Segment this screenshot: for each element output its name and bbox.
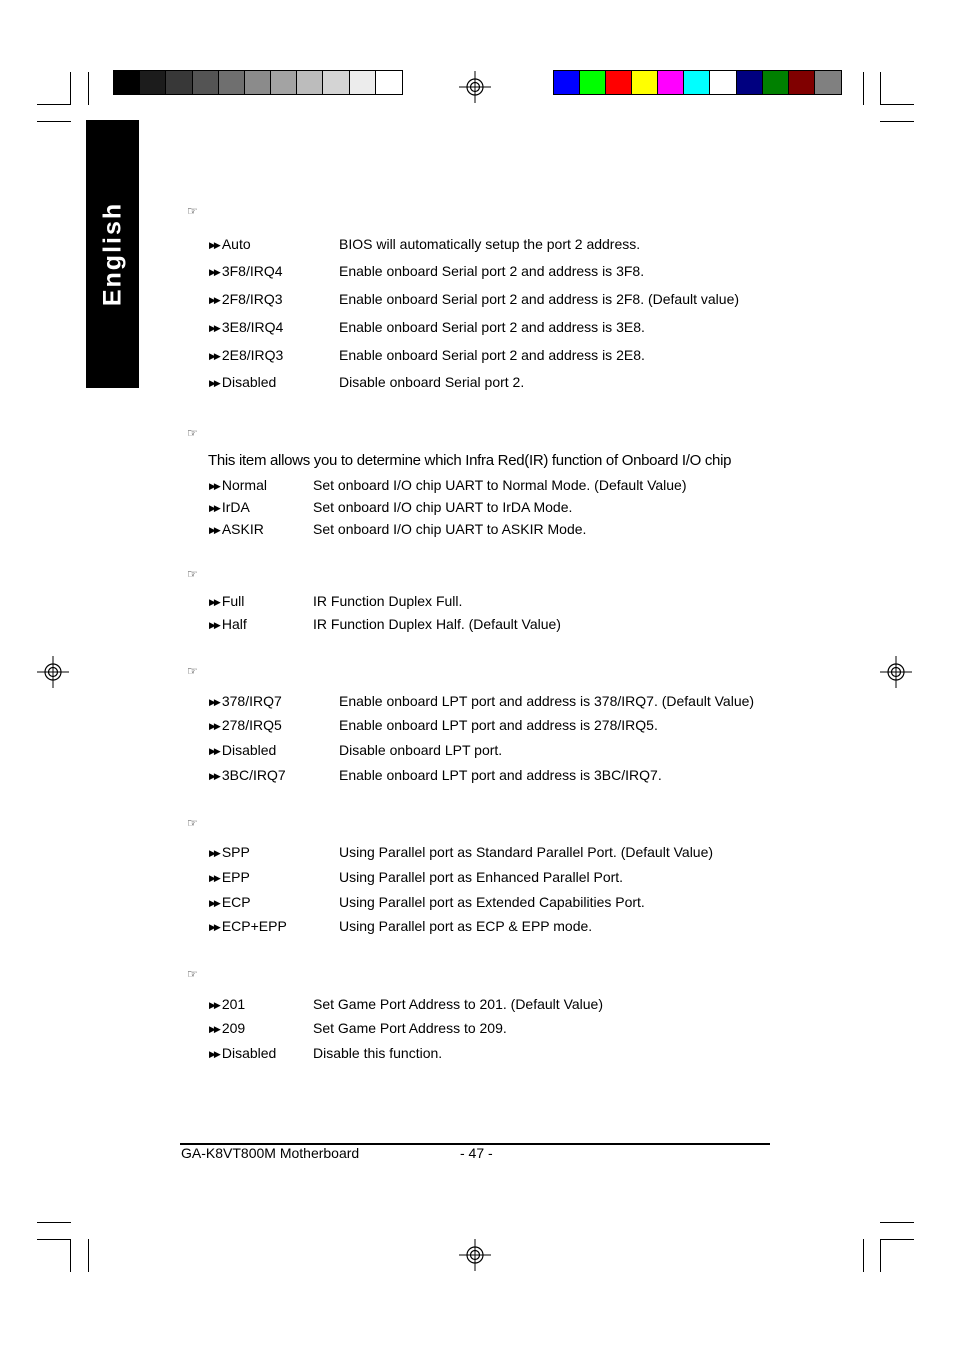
double-arrow-icon: ▶▶ (209, 721, 219, 731)
option-name: Disabled (221, 1045, 277, 1061)
crop-mark (880, 1239, 914, 1240)
option-name: IrDA (221, 499, 250, 515)
crop-mark (863, 72, 864, 105)
double-arrow-icon: ▶▶ (209, 1024, 219, 1034)
crop-mark (70, 72, 71, 105)
color-swatch (789, 71, 815, 94)
option-description: IR Function Duplex Half. (Default Value) (313, 616, 561, 632)
double-arrow-icon: ▶▶ (209, 295, 219, 305)
option-name: ECP+EPP (221, 918, 287, 934)
registration-mark-icon (459, 1239, 491, 1271)
double-arrow-icon: ▶▶ (209, 873, 219, 883)
gray-swatch (376, 71, 402, 94)
crop-mark (37, 1239, 71, 1240)
option-name: ASKIR (221, 521, 264, 537)
option-description: Disable onboard LPT port. (339, 742, 503, 758)
gray-swatch (193, 71, 219, 94)
crop-mark (880, 1222, 914, 1223)
option-description: Enable onboard LPT port and address is 278/IRQ5. (339, 717, 658, 733)
option-description: Disable onboard Serial port 2. (339, 374, 525, 390)
option-name: Normal (221, 477, 267, 493)
registration-mark-icon (459, 71, 491, 103)
gray-swatch (323, 71, 349, 94)
footer-model: GA-K8VT800M Motherboard (181, 1145, 360, 1161)
color-swatch (684, 71, 710, 94)
option-name: EPP (221, 869, 250, 885)
option-description: Enable onboard Serial port 2 and address is 3E8. (339, 319, 645, 335)
pointing-hand-icon: ☞ (187, 967, 198, 981)
option-name: 209 (221, 1020, 246, 1036)
option-description: Using Parallel port as Extended Capabilities Port. (339, 894, 645, 910)
double-arrow-icon: ▶▶ (209, 620, 219, 630)
color-swatch (632, 71, 658, 94)
pointing-hand-icon: ☞ (187, 426, 198, 440)
double-arrow-icon: ▶▶ (209, 771, 219, 781)
gray-swatch (140, 71, 166, 94)
option-description: Using Parallel port as ECP & EPP mode. (339, 918, 593, 934)
crop-mark (70, 1239, 71, 1272)
color-swatch (737, 71, 763, 94)
double-arrow-icon: ▶▶ (209, 378, 219, 388)
option-name: 3F8/IRQ4 (221, 263, 283, 279)
color-swatch (815, 71, 841, 94)
option-description: Using Parallel port as Standard Parallel Port. (Default Value) (339, 844, 714, 860)
option-name: Auto (221, 236, 251, 252)
option-name: 201 (221, 996, 246, 1012)
gray-swatch (219, 71, 245, 94)
color-swatch (763, 71, 789, 94)
option-description: Enable onboard LPT port and address is 3BC/IRQ7. (339, 767, 662, 783)
registration-mark-icon (37, 656, 69, 688)
double-arrow-icon: ▶▶ (209, 267, 219, 277)
double-arrow-icon: ▶▶ (209, 1049, 219, 1059)
gray-swatch (245, 71, 271, 94)
option-name: 2F8/IRQ3 (221, 291, 283, 307)
double-arrow-icon: ▶▶ (209, 898, 219, 908)
gray-swatch (350, 71, 376, 94)
double-arrow-icon: ▶▶ (209, 240, 219, 250)
option-name: ECP (221, 894, 251, 910)
pointing-hand-icon: ☞ (187, 567, 198, 581)
gray-swatch (166, 71, 192, 94)
option-description: IR Function Duplex Full. (313, 593, 463, 609)
option-name: 2E8/IRQ3 (221, 347, 284, 363)
option-name: Disabled (221, 742, 277, 758)
option-description: Set Game Port Address to 209. (313, 1020, 507, 1036)
color-swatch (580, 71, 606, 94)
double-arrow-icon: ▶▶ (209, 323, 219, 333)
language-side-tab (86, 120, 139, 388)
pointing-hand-icon: ☞ (187, 816, 198, 830)
double-arrow-icon: ▶▶ (209, 597, 219, 607)
option-name: 3BC/IRQ7 (221, 767, 286, 783)
option-description: BIOS will automatically setup the port 2 address. (339, 236, 641, 252)
option-name: Disabled (221, 374, 277, 390)
crop-mark (880, 72, 881, 105)
crop-mark (880, 1239, 881, 1272)
option-description: Enable onboard Serial port 2 and address is 2E8. (339, 347, 645, 363)
crop-mark (863, 1239, 864, 1272)
color-swatch (710, 71, 736, 94)
crop-mark (37, 104, 71, 105)
gray-swatch (114, 71, 140, 94)
option-description: Using Parallel port as Enhanced Parallel Port. (339, 869, 624, 885)
option-description: Disable this function. (313, 1045, 443, 1061)
option-name: SPP (221, 844, 250, 860)
option-description: Enable onboard Serial port 2 and address is 2F8. (Default value) (339, 291, 740, 307)
double-arrow-icon: ▶▶ (209, 351, 219, 361)
option-description: Enable onboard Serial port 2 and address is 3F8. (339, 263, 645, 279)
option-description: Set onboard I/O chip UART to ASKIR Mode. (313, 521, 587, 537)
gray-calibration-bar (113, 70, 403, 95)
pointing-hand-icon: ☞ (187, 204, 198, 218)
crop-mark (37, 121, 71, 122)
double-arrow-icon: ▶▶ (209, 697, 219, 707)
crop-mark (880, 121, 914, 122)
option-name: 378/IRQ7 (221, 693, 282, 709)
option-description: Enable onboard LPT port and address is 378/IRQ7. (Default Value) (339, 693, 755, 709)
option-name: Half (221, 616, 247, 632)
pointing-hand-icon: ☞ (187, 664, 198, 678)
double-arrow-icon: ▶▶ (209, 525, 219, 535)
registration-mark-icon (880, 656, 912, 688)
color-swatch (554, 71, 580, 94)
crop-mark (880, 104, 914, 105)
gray-swatch (297, 71, 323, 94)
page-number: - 47 - (460, 1145, 493, 1161)
gray-swatch (271, 71, 297, 94)
option-description: Set onboard I/O chip UART to Normal Mode. (Default Value) (313, 477, 687, 493)
language-label: English (98, 201, 126, 307)
option-name: Full (221, 593, 245, 609)
double-arrow-icon: ▶▶ (209, 481, 219, 491)
double-arrow-icon: ▶▶ (209, 746, 219, 756)
color-swatch (658, 71, 684, 94)
color-calibration-bar (553, 70, 842, 95)
section-intro: This item allows you to determine which Infra Red(IR) function of Onboard I/O chip (208, 452, 732, 469)
double-arrow-icon: ▶▶ (209, 1000, 219, 1010)
crop-mark (37, 1222, 71, 1223)
crop-mark (88, 1239, 89, 1272)
option-description: Set Game Port Address to 201. (Default Value) (313, 996, 604, 1012)
double-arrow-icon: ▶▶ (209, 848, 219, 858)
crop-mark (88, 72, 89, 105)
double-arrow-icon: ▶▶ (209, 922, 219, 932)
option-name: 278/IRQ5 (221, 717, 282, 733)
option-name: 3E8/IRQ4 (221, 319, 284, 335)
option-description: Set onboard I/O chip UART to IrDA Mode. (313, 499, 573, 515)
color-swatch (606, 71, 632, 94)
double-arrow-icon: ▶▶ (209, 503, 219, 513)
